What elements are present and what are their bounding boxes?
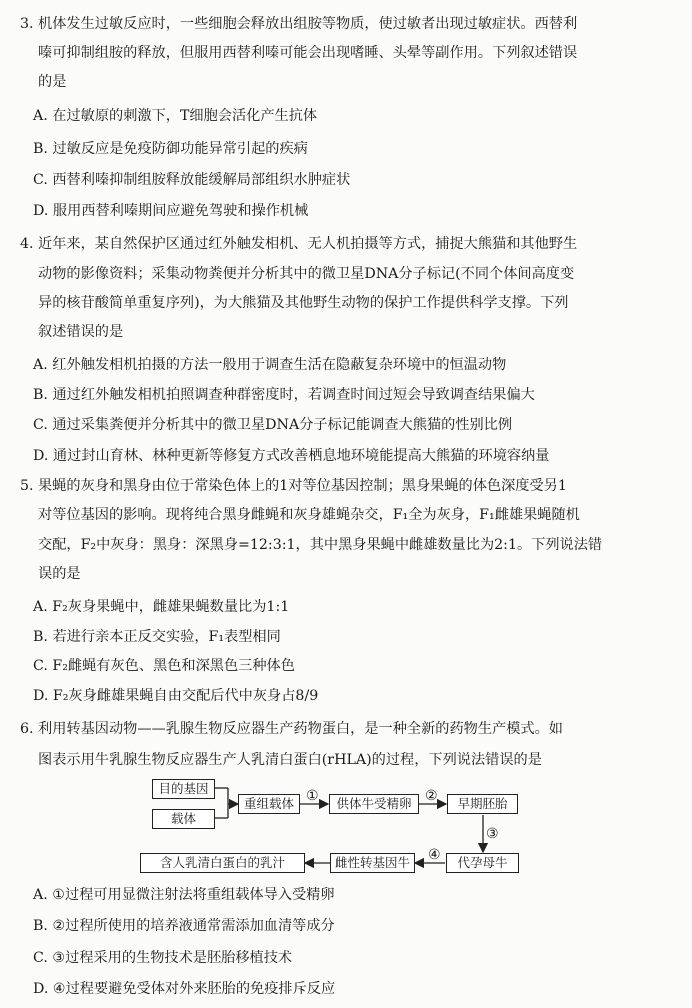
q5-stem-line-4: 误的是 [38,566,81,582]
q3-stem-line-1: 3. 机体发生过敏反应时，一些细胞会释放出组胺等物质，使过敏者出现过敏症状。西替利 [20,16,578,32]
q4-stem-line-1: 4. 近年来，某自然保护区通过红外触发相机、无人机拍摄等方式，捕捉大熊猫和其他野生 [20,236,578,252]
q5-option-b: B. 若进行亲本正反交实验，F₁表型相同 [33,629,281,645]
q5-stem-line-3: 交配，F₂中灰身：黑身：深黑身=12:3:1，其中黑身果蝇中雌雄数量比为2:1。下列说法错 [38,537,603,553]
q5-option-c: C. F₂雌蝇有灰色、黑色和深黑色三种体色 [33,658,295,674]
q4-option-b: B. 通过红外触发相机拍照调查种群密度时，若调查时间过短会导致调查结果偏大 [33,387,535,403]
q3-stem-line-3: 的是 [38,74,67,90]
q5-option-a: A. F₂灰身果蝇中，雌雄果蝇数量比为1:1 [33,599,290,615]
milk-product-box: 含人乳清白蛋白的乳汁 [140,853,305,873]
vector-box: 载体 [152,809,215,829]
transgenic-cow-box: 雌性转基因牛 [330,853,415,873]
target-gene-box: 目的基因 [152,779,215,799]
q6-option-a: A. ①过程可用显微注射法将重组载体导入受精卵 [33,887,335,903]
q4-option-c: C. 通过采集粪便并分析其中的微卫星DNA分子标记能调查大熊猫的性别比例 [33,417,513,433]
q4-stem-line-4: 叙述错误的是 [38,324,124,340]
q4-option-a: A. 红外触发相机拍摄的方法一般用于调查生活在隐蔽复杂环境中的恒温动物 [33,357,507,373]
q3-option-c: C. 西替利嗪抑制组胺释放能缓解局部组织水肿症状 [33,172,351,188]
step-2-label: ② [425,788,438,804]
q3-option-a: A. 在过敏原的刺激下，T细胞会活化产生抗体 [33,108,318,124]
recombinant-vector-box: 重组载体 [238,794,300,814]
q6-stem-line-2: 图表示用牛乳腺生物反应器生产人乳清白蛋白(rHLA)的过程，下列说法错误的是 [38,752,542,768]
q5-stem-line-2: 对等位基因的影响。现将纯合黑身雌蝇和灰身雄蝇杂交，F₁全为灰身，F₁雌雄果蝇随机 [38,507,580,523]
q6-option-b: B. ②过程所使用的培养液通常需添加血清等成分 [33,918,335,934]
q4-option-d: D. 通过封山育林、林种更新等修复方式改善栖息地环境能提高大熊猫的环境容纳量 [33,448,550,464]
surrogate-cow-box: 代孕母牛 [446,853,519,873]
step-4-label: ④ [428,847,441,863]
q4-stem-line-2: 动物的影像资料；采集动物粪便并分析其中的微卫星DNA分子标记(不同个体间高度变 [38,266,575,282]
q3-option-d: D. 服用西替利嗪期间应避免驾驶和操作机械 [33,203,309,219]
q3-option-b: B. 过敏反应是免疫防御功能异常引起的疾病 [33,141,308,157]
early-embryo-box: 早期胚胎 [447,794,518,814]
step-1-label: ① [306,788,319,804]
q6-option-d: D. ④过程要避免受体对外来胚胎的免疫排斥反应 [33,981,336,997]
q6-option-c: C. ③过程采用的生物技术是胚胎移植技术 [33,950,293,966]
q5-option-d: D. F₂灰身雌雄果蝇自由交配后代中灰身占8/9 [33,688,319,704]
fertilized-egg-box: 供体牛受精卵 [329,794,419,814]
q4-stem-line-3: 异的核苷酸简单重复序列)，为大熊猫及其他野生动物的保护工作提供科学支撑。下列 [38,295,569,311]
q3-stem-line-2: 嗪可抑制组胺的释放，但服用西替利嗪可能会出现嗜睡、头晕等副作用。下列叙述错误 [38,45,578,61]
q5-stem-line-1: 5. 果蝇的灰身和黑身由位于常染色体上的1对等位基因控制；黑身果蝇的体色深度受另1 [20,478,567,494]
q6-stem-line-1: 6. 利用转基因动物——乳腺生物反应器生产药物蛋白，是一种全新的药物生产模式。如 [20,721,563,737]
step-3-label: ③ [486,826,499,842]
